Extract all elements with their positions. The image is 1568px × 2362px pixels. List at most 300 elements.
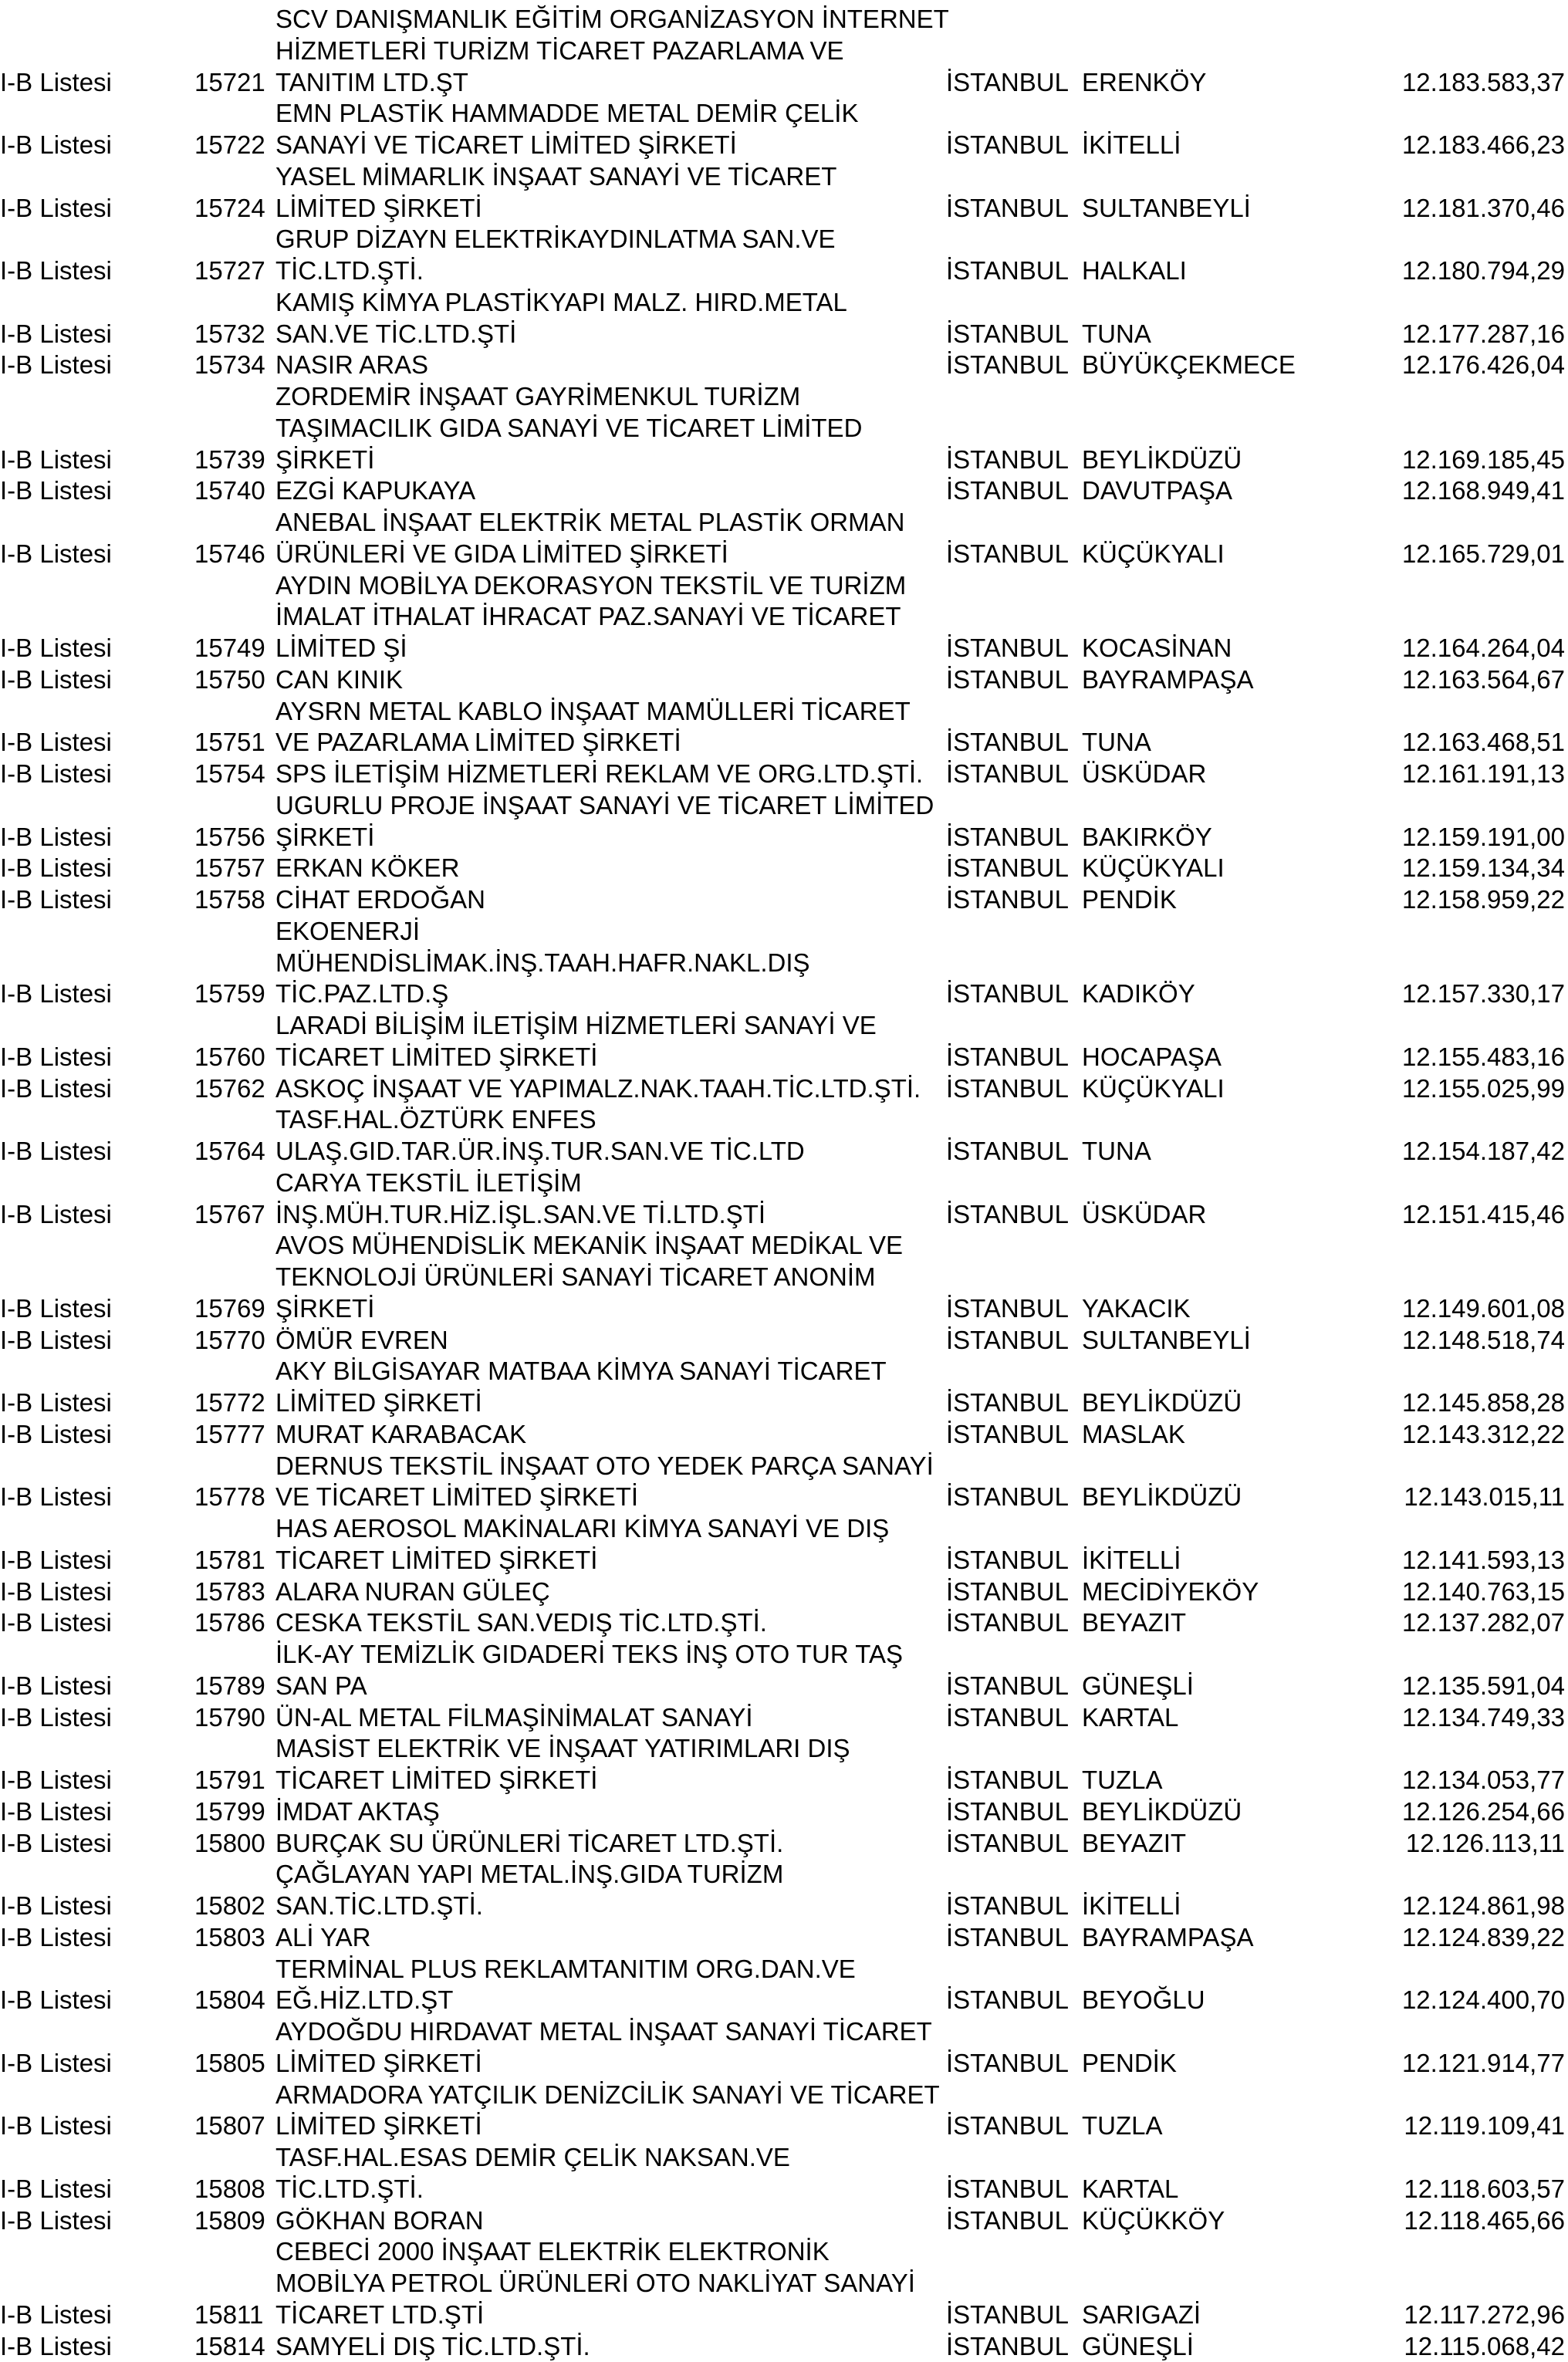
row-line (0, 1042, 1568, 1073)
district: MASLAK (1082, 1419, 1185, 1451)
district: BAKIRKÖY (1082, 822, 1212, 853)
row-line (0, 35, 1568, 67)
list-name: I-B Listesi (0, 255, 112, 287)
company-name: SCV DANIŞMANLIK EĞİTİM ORGANİZASYON İNTERNET (275, 4, 949, 35)
company-name: TİCARET LİMİTED ŞİRKETİ (275, 1765, 597, 1796)
record-id: 15767 (194, 1199, 262, 1231)
district: TUZLA (1082, 1765, 1163, 1796)
city: İSTANBUL (946, 1828, 1069, 1860)
company-name: ÖMÜR EVREN (275, 1325, 448, 1357)
record-id: 15734 (194, 350, 262, 381)
company-name: İMDAT AKTAŞ (275, 1796, 440, 1828)
table-row (0, 1356, 1568, 1419)
row-line (0, 1356, 1568, 1387)
company-name: TİC.LTD.ŞTİ. (275, 255, 424, 287)
record-id: 15772 (194, 1387, 262, 1419)
amount: 12.143.312,22 (1402, 1419, 1565, 1451)
city: İSTANBUL (946, 193, 1069, 225)
city: İSTANBUL (946, 1042, 1069, 1073)
list-name: I-B Listesi (0, 475, 112, 507)
table-row (0, 161, 1568, 225)
table-row (0, 287, 1568, 350)
record-id: 15811 (194, 2299, 262, 2331)
company-name: İLK-AY TEMİZLİK GIDADERİ TEKS İNŞ OTO TUR TAŞ (275, 1639, 903, 1671)
city: İSTANBUL (946, 633, 1069, 664)
company-name: BURÇAK SU ÜRÜNLERİ TİCARET LTD.ŞTİ. (275, 1828, 783, 1860)
amount: 12.155.025,99 (1402, 1073, 1565, 1105)
record-id: 15751 (194, 727, 262, 759)
record-id: 15800 (194, 1828, 262, 1860)
company-name: TİCARET LİMİTED ŞİRKETİ (275, 1042, 597, 1073)
company-name: AYSRN METAL KABLO İNŞAAT MAMÜLLERİ TİCARET (275, 696, 911, 728)
amount: 12.137.282,07 (1402, 1607, 1565, 1639)
company-name: CEBECİ 2000 İNŞAAT ELEKTRİK ELEKTRONİK (275, 2236, 830, 2268)
district: SULTANBEYLİ (1082, 193, 1251, 225)
company-name: VE PAZARLAMA LİMİTED ŞİRKETİ (275, 727, 681, 759)
company-name: DERNUS TEKSTİL İNŞAAT OTO YEDEK PARÇA SANAYİ (275, 1451, 934, 1482)
district: KÜÇÜKYALI (1082, 539, 1225, 570)
table-row (0, 1010, 1568, 1073)
row-line (0, 193, 1568, 225)
amount: 12.124.400,70 (1402, 1985, 1565, 2016)
table-row (0, 1702, 1568, 1734)
city: İSTANBUL (946, 2174, 1069, 2205)
list-name: I-B Listesi (0, 1387, 112, 1419)
amount: 12.159.134,34 (1402, 853, 1565, 884)
row-line (0, 1545, 1568, 1576)
row-line (0, 1230, 1568, 1262)
row-line (0, 1891, 1568, 1922)
list-name: I-B Listesi (0, 2174, 112, 2205)
amount: 12.183.583,37 (1402, 67, 1565, 99)
list-name: I-B Listesi (0, 1073, 112, 1105)
row-line (0, 413, 1568, 444)
district: BEYLİKDÜZÜ (1082, 1796, 1242, 1828)
record-id: 15803 (194, 1922, 262, 1954)
row-line (0, 1954, 1568, 1985)
table-row (0, 1922, 1568, 1954)
record-id: 15721 (194, 67, 262, 99)
city: İSTANBUL (946, 822, 1069, 853)
company-name: NASIR ARAS (275, 350, 428, 381)
list-name: I-B Listesi (0, 853, 112, 884)
company-name: EMN PLASTİK HAMMADDE METAL DEMİR ÇELİK (275, 98, 858, 130)
company-name: CARYA TEKSTİL İLETİŞİM (275, 1167, 582, 1199)
city: İSTANBUL (946, 1199, 1069, 1231)
table-row (0, 664, 1568, 696)
row-line (0, 1387, 1568, 1419)
table-row (0, 350, 1568, 381)
record-id: 15754 (194, 759, 262, 790)
row-line (0, 507, 1568, 539)
amount: 12.124.839,22 (1402, 1922, 1565, 1954)
company-name: TİCARET LİMİTED ŞİRKETİ (275, 1545, 597, 1576)
row-line (0, 255, 1568, 287)
row-line (0, 978, 1568, 1010)
district: ERENKÖY (1082, 67, 1206, 99)
table-row (0, 1073, 1568, 1105)
table-row (0, 1639, 1568, 1702)
district: GÜNEŞLİ (1082, 2331, 1194, 2362)
row-line (0, 2142, 1568, 2174)
company-name: LİMİTED ŞİRKETİ (275, 1387, 482, 1419)
table-row (0, 1419, 1568, 1451)
amount: 12.169.185,45 (1402, 444, 1565, 476)
district: BAYRAMPAŞA (1082, 1922, 1254, 1954)
city: İSTANBUL (946, 1702, 1069, 1734)
city: İSTANBUL (946, 1545, 1069, 1576)
district: BÜYÜKÇEKMECE (1082, 350, 1296, 381)
table-row (0, 2236, 1568, 2330)
record-id: 15746 (194, 539, 262, 570)
record-id: 15808 (194, 2174, 262, 2205)
row-line (0, 664, 1568, 696)
city: İSTANBUL (946, 1073, 1069, 1105)
city: İSTANBUL (946, 539, 1069, 570)
company-name: CAN KINIK (275, 664, 403, 696)
list-name: I-B Listesi (0, 1136, 112, 1167)
row-line (0, 161, 1568, 193)
list-name: I-B Listesi (0, 2205, 112, 2237)
record-id: 15789 (194, 1671, 262, 1702)
amount: 12.183.466,23 (1402, 130, 1565, 161)
row-line (0, 1419, 1568, 1451)
row-line (0, 2205, 1568, 2237)
district: MECİDİYEKÖY (1082, 1576, 1259, 1608)
company-name: EĞ.HİZ.LTD.ŞT (275, 1985, 453, 2016)
company-name: ASKOÇ İNŞAAT VE YAPIMALZ.NAK.TAAH.TİC.LTD.ŞTİ. (275, 1073, 921, 1105)
company-name: YASEL MİMARLIK İNŞAAT SANAYİ VE TİCARET (275, 161, 836, 193)
table-row (0, 475, 1568, 507)
record-id: 15799 (194, 1796, 262, 1828)
table-row (0, 759, 1568, 790)
list-name: I-B Listesi (0, 1042, 112, 1073)
district: ÜSKÜDAR (1082, 1199, 1206, 1231)
company-name: HAS AEROSOL MAKİNALARI KİMYA SANAYİ VE DIŞ (275, 1513, 889, 1545)
row-line (0, 1262, 1568, 1293)
row-line (0, 1010, 1568, 1042)
district: KÜÇÜKKÖY (1082, 2205, 1225, 2237)
row-line (0, 224, 1568, 255)
district: BEYLİKDÜZÜ (1082, 1387, 1242, 1419)
company-name: TEKNOLOJİ ÜRÜNLERİ SANAYİ TİCARET ANONİM (275, 1262, 875, 1293)
table-row (0, 507, 1568, 570)
company-name: TİC.PAZ.LTD.Ş (275, 978, 448, 1010)
company-name: MOBİLYA PETROL ÜRÜNLERİ OTO NAKLİYAT SANAYİ (275, 2268, 915, 2299)
row-line (0, 444, 1568, 476)
city: İSTANBUL (946, 2331, 1069, 2362)
list-name: I-B Listesi (0, 1576, 112, 1608)
city: İSTANBUL (946, 978, 1069, 1010)
district: SULTANBEYLİ (1082, 1325, 1251, 1357)
amount: 12.177.287,16 (1402, 319, 1565, 350)
row-line (0, 2174, 1568, 2205)
list-name: I-B Listesi (0, 1199, 112, 1231)
list-name: I-B Listesi (0, 1325, 112, 1357)
record-id: 15722 (194, 130, 262, 161)
company-name: KAMIŞ KİMYA PLASTİKYAPI MALZ. HIRD.METAL (275, 287, 847, 319)
row-line (0, 287, 1568, 319)
row-line (0, 2110, 1568, 2142)
table-row (0, 1576, 1568, 1608)
row-line (0, 1639, 1568, 1671)
table-row (0, 98, 1568, 161)
city: İSTANBUL (946, 1607, 1069, 1639)
row-line (0, 853, 1568, 884)
company-name: AYDOĞDU HIRDAVAT METAL İNŞAAT SANAYİ TİCARET (275, 2016, 932, 2048)
table-row (0, 2331, 1568, 2362)
table-row (0, 2016, 1568, 2080)
city: İSTANBUL (946, 1796, 1069, 1828)
list-name: I-B Listesi (0, 539, 112, 570)
record-id: 15769 (194, 1293, 262, 1325)
company-name: AKY BİLGİSAYAR MATBAA KİMYA SANAYİ TİCARET (275, 1356, 887, 1387)
city: İSTANBUL (946, 319, 1069, 350)
list-name: I-B Listesi (0, 2299, 112, 2331)
company-name: ANEBAL İNŞAAT ELEKTRİK METAL PLASTİK ORMAN (275, 507, 904, 539)
record-id: 15764 (194, 1136, 262, 1167)
city: İSTANBUL (946, 2205, 1069, 2237)
row-line (0, 1733, 1568, 1765)
amount: 12.140.763,15 (1402, 1576, 1565, 1608)
city: İSTANBUL (946, 67, 1069, 99)
row-line (0, 1607, 1568, 1639)
row-line (0, 727, 1568, 759)
table-row (0, 1325, 1568, 1357)
company-name: LİMİTED ŞİRKETİ (275, 2110, 482, 2142)
record-id: 15790 (194, 1702, 262, 1734)
record-id: 15770 (194, 1325, 262, 1357)
row-line (0, 633, 1568, 664)
company-name: ERKAN KÖKER (275, 853, 459, 884)
district: BEYLİKDÜZÜ (1082, 1482, 1242, 1513)
company-name: İNŞ.MÜH.TUR.HİZ.İŞL.SAN.VE Tİ.LTD.ŞTİ (275, 1199, 765, 1231)
company-name: UGURLU PROJE İNŞAAT SANAYİ VE TİCARET LİMİTED (275, 790, 934, 822)
company-name: SANAYİ VE TİCARET LİMİTED ŞİRKETİ (275, 130, 737, 161)
row-line (0, 1073, 1568, 1105)
record-id: 15740 (194, 475, 262, 507)
list-name: I-B Listesi (0, 1702, 112, 1734)
district: KÜÇÜKYALI (1082, 853, 1225, 884)
row-line (0, 130, 1568, 161)
district: BEYAZIT (1082, 1828, 1186, 1860)
city: İSTANBUL (946, 2048, 1069, 2080)
list-name: I-B Listesi (0, 1671, 112, 1702)
city: İSTANBUL (946, 255, 1069, 287)
company-name: SPS İLETİŞİM HİZMETLERİ REKLAM VE ORG.LTD.ŞTİ. (275, 759, 923, 790)
row-line (0, 1576, 1568, 1608)
district: BEYAZIT (1082, 1607, 1186, 1639)
city: İSTANBUL (946, 1922, 1069, 1954)
row-line (0, 350, 1568, 381)
row-line (0, 2048, 1568, 2080)
amount: 12.149.601,08 (1402, 1293, 1565, 1325)
table-row (0, 1230, 1568, 1324)
company-name: GRUP DİZAYN ELEKTRİKAYDINLATMA SAN.VE (275, 224, 836, 255)
row-line (0, 381, 1568, 413)
company-name: ALARA NURAN GÜLEÇ (275, 1576, 550, 1608)
amount: 12.151.415,46 (1402, 1199, 1565, 1231)
table-row (0, 1733, 1568, 1796)
company-name: MÜHENDİSLİMAK.İNŞ.TAAH.HAFR.NAKL.DIŞ (275, 948, 810, 979)
district: İKİTELLİ (1082, 130, 1181, 161)
amount: 12.126.113,11 (1406, 1828, 1565, 1860)
company-name: SAN.TİC.LTD.ŞTİ. (275, 1891, 483, 1922)
company-name: TİC.LTD.ŞTİ. (275, 2174, 424, 2205)
amount: 12.180.794,29 (1402, 255, 1565, 287)
record-id: 15805 (194, 2048, 262, 2080)
company-name: CESKA TEKSTİL SAN.VEDIŞ TİC.LTD.ŞTİ. (275, 1607, 767, 1639)
city: İSTANBUL (946, 727, 1069, 759)
district: PENDİK (1082, 2048, 1177, 2080)
table-row (0, 2080, 1568, 2143)
row-line (0, 98, 1568, 130)
list-name: I-B Listesi (0, 664, 112, 696)
district: BAYRAMPAŞA (1082, 664, 1254, 696)
amount: 12.158.959,22 (1402, 884, 1565, 916)
district: GÜNEŞLİ (1082, 1671, 1194, 1702)
district: PENDİK (1082, 884, 1177, 916)
city: İSTANBUL (946, 444, 1069, 476)
amount: 12.161.191,13 (1402, 759, 1565, 790)
row-line (0, 1671, 1568, 1702)
company-name: ZORDEMİR İNŞAAT GAYRİMENKUL TURİZM (275, 381, 800, 413)
table-row (0, 2142, 1568, 2205)
company-name: VE TİCARET LİMİTED ŞİRKETİ (275, 1482, 638, 1513)
company-name: TİCARET LTD.ŞTİ (275, 2299, 484, 2331)
district: İKİTELLİ (1082, 1545, 1181, 1576)
city: İSTANBUL (946, 664, 1069, 696)
district: TUNA (1082, 1136, 1151, 1167)
list-name: I-B Listesi (0, 1607, 112, 1639)
company-name: ARMADORA YATÇILIK DENİZCİLİK SANAYİ VE TİCARET (275, 2080, 940, 2111)
row-line (0, 790, 1568, 822)
list-name: I-B Listesi (0, 1545, 112, 1576)
company-name: EKOENERJİ (275, 916, 420, 948)
list-name: I-B Listesi (0, 1419, 112, 1451)
row-line (0, 1765, 1568, 1796)
city: İSTANBUL (946, 1985, 1069, 2016)
city: İSTANBUL (946, 1671, 1069, 1702)
record-id: 15786 (194, 1607, 262, 1639)
list-name: I-B Listesi (0, 2331, 112, 2362)
company-name: AVOS MÜHENDİSLİK MEKANİK İNŞAAT MEDİKAL VE (275, 1230, 903, 1262)
company-name: ULAŞ.GID.TAR.ÜR.İNŞ.TUR.SAN.VE TİC.LTD (275, 1136, 805, 1167)
table-row (0, 2205, 1568, 2237)
district: DAVUTPAŞA (1082, 475, 1232, 507)
amount: 12.134.749,33 (1402, 1702, 1565, 1734)
row-line (0, 1293, 1568, 1325)
list-name: I-B Listesi (0, 444, 112, 476)
table-row (0, 1104, 1568, 1167)
amount: 12.117.272,96 (1404, 2299, 1565, 2331)
row-line (0, 1985, 1568, 2016)
table-row (0, 381, 1568, 475)
company-name: ŞİRKETİ (275, 1293, 374, 1325)
company-name: TERMİNAL PLUS REKLAMTANITIM ORG.DAN.VE (275, 1954, 856, 1985)
city: İSTANBUL (946, 1419, 1069, 1451)
district: YAKACIK (1082, 1293, 1191, 1325)
city: İSTANBUL (946, 1576, 1069, 1608)
amount: 12.159.191,00 (1402, 822, 1565, 853)
amount: 12.168.949,41 (1402, 475, 1565, 507)
company-name: SAMYELİ DIŞ TİC.LTD.ŞTİ. (275, 2331, 590, 2362)
company-name: İMALAT İTHALAT İHRACAT PAZ.SANAYİ VE TİCARET (275, 601, 901, 633)
record-id: 15809 (194, 2205, 262, 2237)
record-id: 15749 (194, 633, 262, 664)
record-id: 15802 (194, 1891, 262, 1922)
city: İSTANBUL (946, 2299, 1069, 2331)
table-row (0, 1828, 1568, 1860)
list-name: I-B Listesi (0, 1482, 112, 1513)
row-line (0, 1513, 1568, 1545)
amount: 12.118.603,57 (1404, 2174, 1565, 2205)
record-id: 15750 (194, 664, 262, 696)
amount: 12.165.729,01 (1402, 539, 1565, 570)
list-name: I-B Listesi (0, 319, 112, 350)
district: İKİTELLİ (1082, 1891, 1181, 1922)
list-name: I-B Listesi (0, 67, 112, 99)
record-id: 15739 (194, 444, 262, 476)
amount: 12.145.858,28 (1402, 1387, 1565, 1419)
amount: 12.157.330,17 (1402, 978, 1565, 1010)
record-id: 15756 (194, 822, 262, 853)
record-id: 15724 (194, 193, 262, 225)
district: KOCASİNAN (1082, 633, 1232, 664)
company-name: MURAT KARABACAK (275, 1419, 526, 1451)
amount: 12.181.370,46 (1402, 193, 1565, 225)
amount: 12.124.861,98 (1402, 1891, 1565, 1922)
row-line (0, 570, 1568, 602)
record-id: 15778 (194, 1482, 262, 1513)
record-id: 15727 (194, 255, 262, 287)
record-id: 15804 (194, 1985, 262, 2016)
company-name: MASİST ELEKTRİK VE İNŞAAT YATIRIMLARI DIŞ (275, 1733, 850, 1765)
company-name: EZGİ KAPUKAYA (275, 475, 475, 507)
city: İSTANBUL (946, 1293, 1069, 1325)
city: İSTANBUL (946, 1891, 1069, 1922)
row-line (0, 948, 1568, 979)
list-name: I-B Listesi (0, 822, 112, 853)
row-line (0, 601, 1568, 633)
table-row (0, 570, 1568, 664)
row-line (0, 2236, 1568, 2268)
row-line (0, 539, 1568, 570)
record-id: 15777 (194, 1419, 262, 1451)
city: İSTANBUL (946, 1482, 1069, 1513)
record-id: 15757 (194, 853, 262, 884)
city: İSTANBUL (946, 2110, 1069, 2142)
district: SARIGAZİ (1082, 2299, 1201, 2331)
table-row (0, 1451, 1568, 1514)
record-id: 15814 (194, 2331, 262, 2362)
row-line (0, 759, 1568, 790)
list-name: I-B Listesi (0, 1985, 112, 2016)
company-name: CİHAT ERDOĞAN (275, 884, 485, 916)
city: İSTANBUL (946, 350, 1069, 381)
company-name: TAŞIMACILIK GIDA SANAYİ VE TİCARET LİMİTED (275, 413, 862, 444)
company-name: ŞİRKETİ (275, 444, 374, 476)
record-id: 15791 (194, 1765, 262, 1796)
table-row (0, 853, 1568, 884)
row-line (0, 1922, 1568, 1954)
city: İSTANBUL (946, 853, 1069, 884)
city: İSTANBUL (946, 759, 1069, 790)
table-row (0, 1796, 1568, 1828)
row-line (0, 475, 1568, 507)
row-line (0, 696, 1568, 728)
list-name: I-B Listesi (0, 727, 112, 759)
